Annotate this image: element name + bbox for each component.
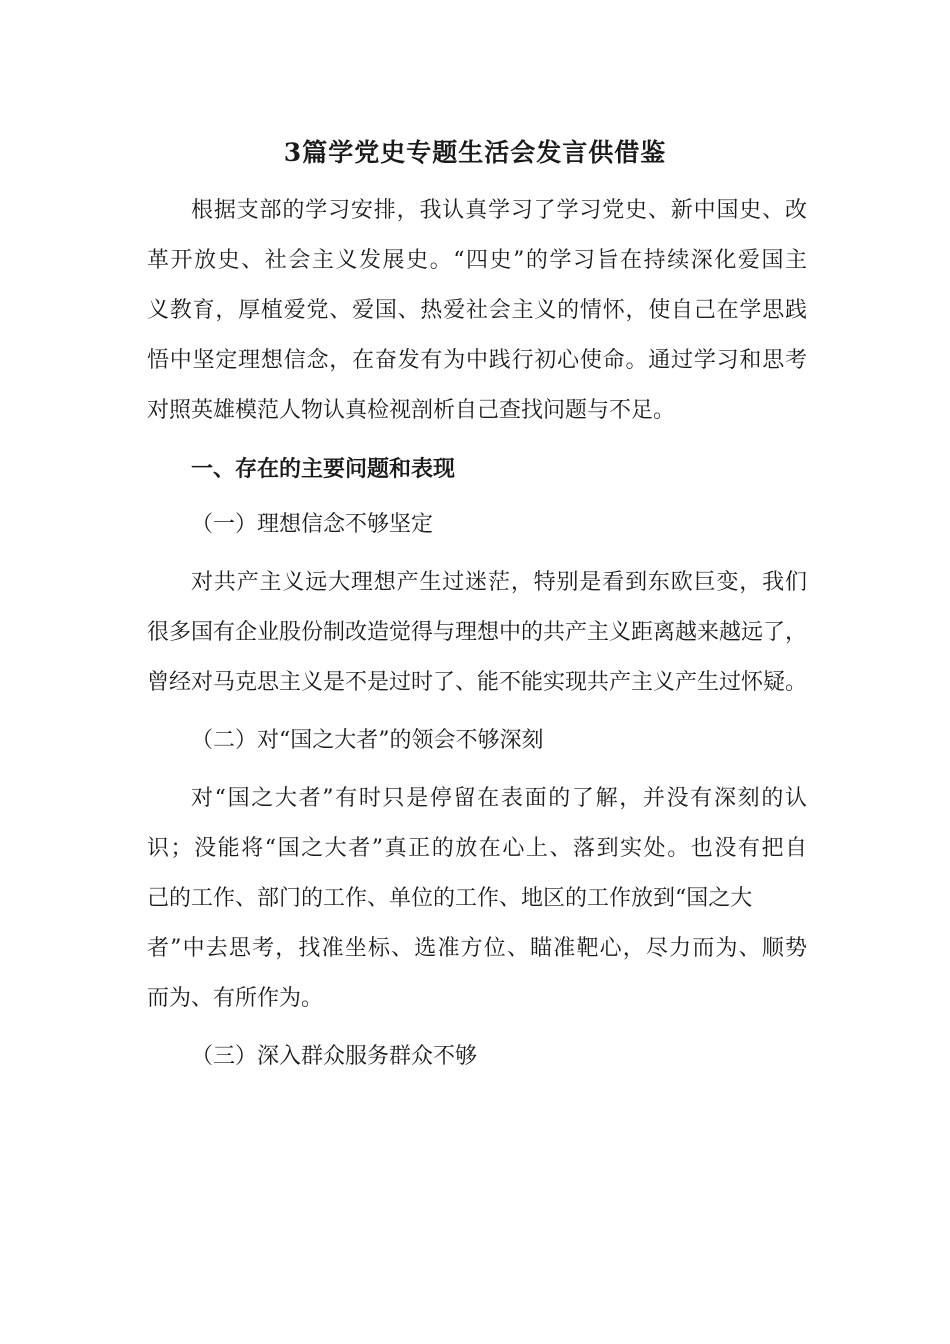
paragraph-line: 根据支部的学习安排，我认真学习了学习党史、新中国史、改 — [191, 198, 807, 223]
paragraph-line: 识；没能将“国之大者”真正的放在心上、落到实处。也没有把自 — [147, 836, 807, 861]
paragraph-line: 对照英雄模范人物认真检视剖析自己查找问题与不足。 — [147, 398, 676, 423]
section-heading: 一、存在的主要问题和表现 — [191, 456, 456, 482]
paragraph-line: 义教育，厚植爱党、爱国、热爱社会主义的情怀，使自己在学思践 — [147, 298, 807, 323]
paragraph-line: 而为、有所作为。 — [147, 986, 324, 1011]
paragraph-line: 曾经对马克思主义是不是过时了、能不能实现共产主义产生过怀疑。 — [147, 670, 808, 695]
paragraph-line: 者”中去思考，找准坐标、选准方位、瞄准靶心，尽力而为、顺势 — [147, 936, 807, 961]
document-title: 3篇学党史专题生活会发言供借鉴 — [283, 138, 667, 167]
paragraph-line: 对共产主义远大理想产生过迷茫，特别是看到东欧巨变，我们 — [191, 570, 807, 595]
paragraph-line: 悟中坚定理想信念，在奋发有为中践行初心使命。通过学习和思考 — [147, 348, 807, 373]
paragraph-line: 己的工作、部门的工作、单位的工作、地区的工作放到“国之大 — [147, 886, 753, 911]
subsection-heading: （二）对“国之大者”的领会不够深刻 — [191, 728, 544, 753]
paragraph-line: 很多国有企业股份制改造觉得与理想中的共产主义距离越来越远了， — [147, 620, 808, 645]
subsection-heading: （三）深入群众服务群众不够 — [191, 1044, 478, 1069]
paragraph-line: 革开放史、社会主义发展史。“四史”的学习旨在持续深化爱国主 — [147, 248, 807, 273]
paragraph-line: 对“国之大者”有时只是停留在表面的了解，并没有深刻的认 — [191, 786, 807, 811]
subsection-heading: （一）理想信念不够坚定 — [191, 512, 434, 537]
